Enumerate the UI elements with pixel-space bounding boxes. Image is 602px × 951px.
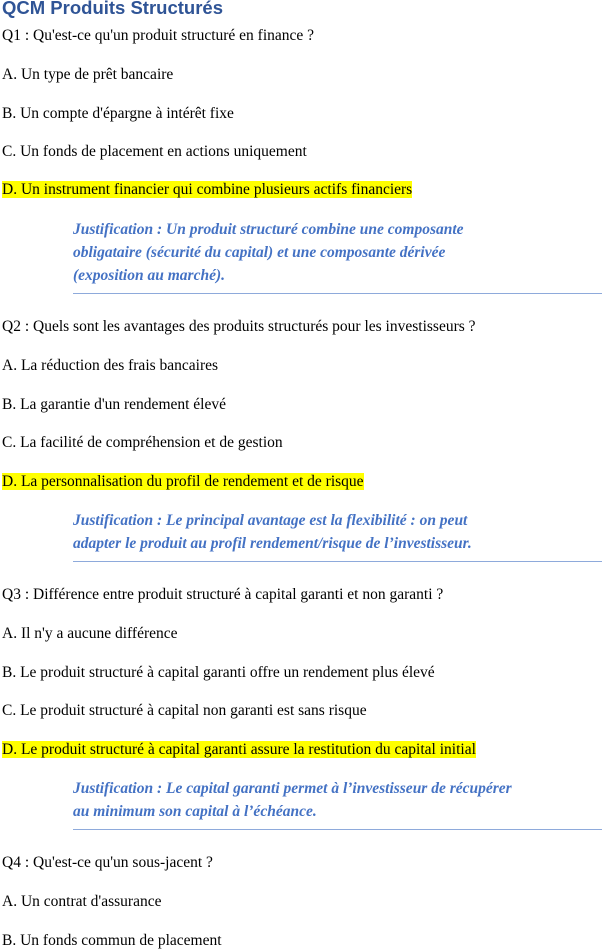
question-2: Q2 : Quels sont les avantages des produits structurés pour les investisseurs ? bbox=[2, 318, 476, 335]
q2-justification-line-2: adapter le produit au profil rendement/risque de l’investisseur. bbox=[73, 535, 472, 552]
q1-option-c: C. Un fonds de placement en actions uniquement bbox=[2, 143, 307, 160]
q2-option-a: A. La réduction des frais bancaires bbox=[2, 357, 219, 374]
q1-correct-answer-highlight: D. Un instrument financier qui combine plusieurs actifs financiers bbox=[2, 181, 413, 198]
q1-justification-line-3: (exposition au marché). bbox=[73, 267, 225, 284]
q2-option-b: B. La garantie d'un rendement élevé bbox=[2, 396, 227, 413]
page-title: QCM Produits Structurés bbox=[2, 0, 223, 18]
question-4: Q4 : Qu'est-ce qu'un sous-jacent ? bbox=[2, 854, 213, 871]
q3-justification-line-1: Justification : Le capital garanti permet à l’investisseur de récupérer bbox=[73, 780, 512, 797]
q4-option-b: B. Un fonds commun de placement bbox=[2, 932, 222, 949]
q1-option-b: B. Un compte d'épargne à intérêt fixe bbox=[2, 105, 234, 122]
question-1: Q1 : Qu'est-ce qu'un produit structuré en finance ? bbox=[2, 27, 315, 44]
q3-justification-line-2: au minimum son capital à l’échéance. bbox=[73, 803, 317, 820]
q2-option-c: C. La facilité de compréhension et de gestion bbox=[2, 434, 283, 451]
q3-justification bbox=[73, 777, 602, 831]
q4-option-a: A. Un contrat d'assurance bbox=[2, 893, 162, 910]
q3-option-d-correct bbox=[2, 740, 476, 760]
q2-correct-answer-highlight: D. La personnalisation du profil de rendement et de risque bbox=[2, 473, 364, 490]
q2-justification-line-1: Justification : Le principal avantage est la flexibilité : on peut bbox=[73, 512, 468, 529]
q1-justification-rule bbox=[73, 293, 602, 294]
q3-justification-rule bbox=[73, 829, 602, 830]
q1-justification bbox=[73, 218, 602, 295]
q3-correct-answer-highlight: D. Le produit structuré à capital garanti assure la restitution du capital initial bbox=[2, 741, 476, 758]
q1-option-d-correct bbox=[2, 180, 412, 200]
q2-justification-rule bbox=[73, 561, 602, 562]
q2-justification bbox=[73, 509, 602, 563]
q3-option-c: C. Le produit structuré à capital non garanti est sans risque bbox=[2, 702, 367, 719]
question-3: Q3 : Différence entre produit structuré à capital garanti et non garanti ? bbox=[2, 586, 444, 603]
q1-justification-line-2: obligataire (sécurité du capital) et une composante dérivée bbox=[73, 244, 446, 261]
q3-option-a: A. Il n'y a aucune différence bbox=[2, 625, 178, 642]
q3-option-b: B. Le produit structuré à capital garanti offre un rendement plus élevé bbox=[2, 664, 435, 681]
q1-justification-line-1: Justification : Un produit structuré combine une composante bbox=[73, 221, 464, 238]
q2-option-d-correct bbox=[2, 472, 364, 492]
q1-option-a: A. Un type de prêt bancaire bbox=[2, 66, 174, 83]
